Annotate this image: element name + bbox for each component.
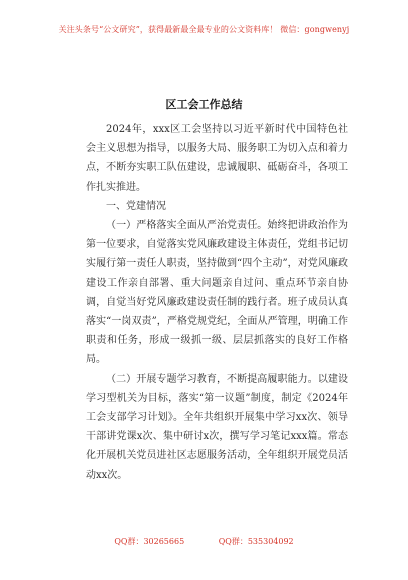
qq-group-2: QQ群：535304092 (218, 537, 294, 546)
qq-group-1: QQ群：30265665 (114, 537, 185, 546)
footer-contact (0, 536, 408, 547)
document-title: 区工会工作总结 (165, 98, 243, 111)
intro-paragraph: 2024年，xxx区工会坚持以习近平新时代中国特色社会主义思想为指导，以服务大局、服务职工为切入点和着力点，不断夯实职工队伍建设，忠诚履职、砥砺奋斗，各项工作扎实推进。 (86, 124, 348, 193)
paragraph-study-education: （二）开展专题学习教育，不断提高履职能力。以建设学习型机关为目标，落实“第一议题”制度，制定《2024年工会支部学习计划》。全年共组织开展集中学习xx次、领导干部讲党课x次、集中研讨x次，撰写学习笔记xxx篇。常态化开展机关党员进社区志愿服务活动，全年组织开展党员活动xx次。 (86, 373, 348, 481)
section-heading-party-building: 一、党建情况 (106, 200, 166, 212)
header-note: 关注头条号“公文研究”，获得最新最全最专业的公文资料库！ 微信：gongwenyj (58, 25, 350, 34)
document-body (86, 120, 348, 485)
paragraph-party-responsibility: （一）严格落实全面从严治党责任。始终把讲政治作为第一位要求，自觉落实党风廉政建设主体责任，党组书记切实履行第一责任人职责，坚持做到“四个主动”，对党风廉政建设工作亲自部署、重大问题亲自过问、重点环节亲自协调，自觉当好党风廉政建设责任制的践行者。班子成员认真落实“一岗双责”，严格党规党纪，全面从严管理，明确工作职责和任务，形成一级抓一级、层层抓落实的良好工作格局。 (86, 220, 348, 366)
